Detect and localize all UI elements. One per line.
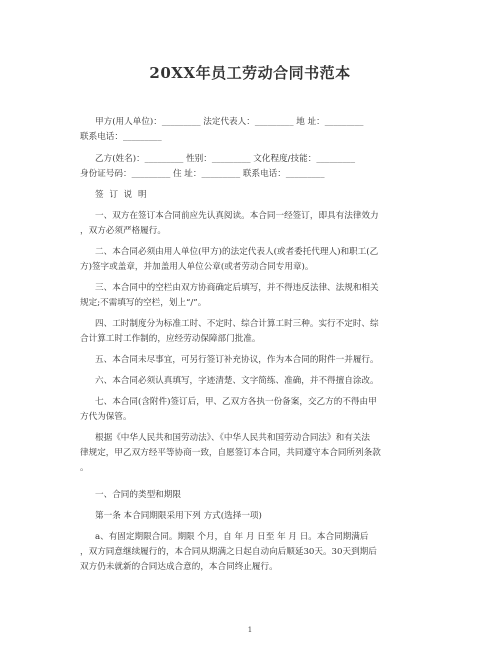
preamble-line-3: 。 xyxy=(80,463,89,473)
note-1-line-1: 一、双方在签订本合同前应先认真阅读。本合同一经签订，即具有法律效力 xyxy=(95,211,379,221)
section-1-heading: 一、合同的类型和期限 xyxy=(95,490,181,500)
party-a-phone-line: 联系电话：_________ xyxy=(80,132,162,142)
preamble-line-1: 根据《中华人民共和国劳动法》、《中华人民共和国劳动合同法》和有关法 xyxy=(95,433,370,443)
note-2-line-1: 二、本合同必须由用人单位(甲方)的法定代表人(或者委托代理人)和职工(乙 xyxy=(95,247,379,257)
signing-notes-heading: 签 订 说 明 xyxy=(95,190,149,200)
note-7-line-2: 方代为保管。 xyxy=(80,412,132,422)
note-5-line: 五、本合同未尽事宜，可另行签订补充协议，作为本合同的附件一并履行。 xyxy=(95,355,379,365)
note-4-line-1: 四、工时制度分为标准工时、不定时、综合计算工时三种。实行不定时、综 xyxy=(95,319,379,329)
note-2-line-2: 方)签字或盖章，并加盖用人单位公章(或者劳动合同专用章)。 xyxy=(80,262,314,272)
document-title: 20XX年员工劳动合同书范本 xyxy=(149,64,351,82)
page-number: 1 xyxy=(247,626,253,634)
party-b-id-line: 身份证号码：_________ 住 址：_________ 联系电话：_________ xyxy=(80,169,325,179)
preamble-line-2: 律规定，甲乙双方经平等协商一致，自愿签订本合同，共同遵守本合同所列条款 xyxy=(80,448,381,458)
note-3-line-1: 三、本合同中的空栏由双方协商确定后填写，并不得违反法律、法规和相关 xyxy=(95,283,379,293)
note-4-line-2: 合计算工时工作制的，应经劳动保障部门批准。 xyxy=(80,334,261,344)
note-6-line: 六、本合同必须认真填写，字迹清楚、文字简练、准确，并不得擅自涂改。 xyxy=(95,376,379,386)
option-a-line-3: 双方仍未就新的合同达成合意的，本合同终止履行。 xyxy=(80,562,278,572)
party-a-info-line: 甲方(用人单位)：_________ 法定代表人：_________ 地 址：_________ xyxy=(95,117,364,127)
article-1-line: 第一条 本合同期限采用下列 方式(选择一项) xyxy=(95,511,262,521)
note-3-line-2: 规定;不需填写的空栏，划上“/”。 xyxy=(80,298,207,308)
option-a-line-1: a、有固定期限合同。期限 个月，自 年 月 日至 年 月 日。本合同期满后 xyxy=(95,532,369,542)
note-1-line-2: ，双方必须严格履行。 xyxy=(80,226,166,236)
note-7-line-1: 七、本合同(含附件)签订后，甲、乙双方各执一份备案，交乙方的不得由甲 xyxy=(95,397,377,407)
option-a-line-2: ，双方同意继续履行的，本合同从期满之日起自动向后顺延30天。30天到期后 xyxy=(80,547,377,557)
party-b-info-line: 乙方(姓名)：_________ 性别：_________ 文化程度/技能：_________ xyxy=(95,154,355,164)
